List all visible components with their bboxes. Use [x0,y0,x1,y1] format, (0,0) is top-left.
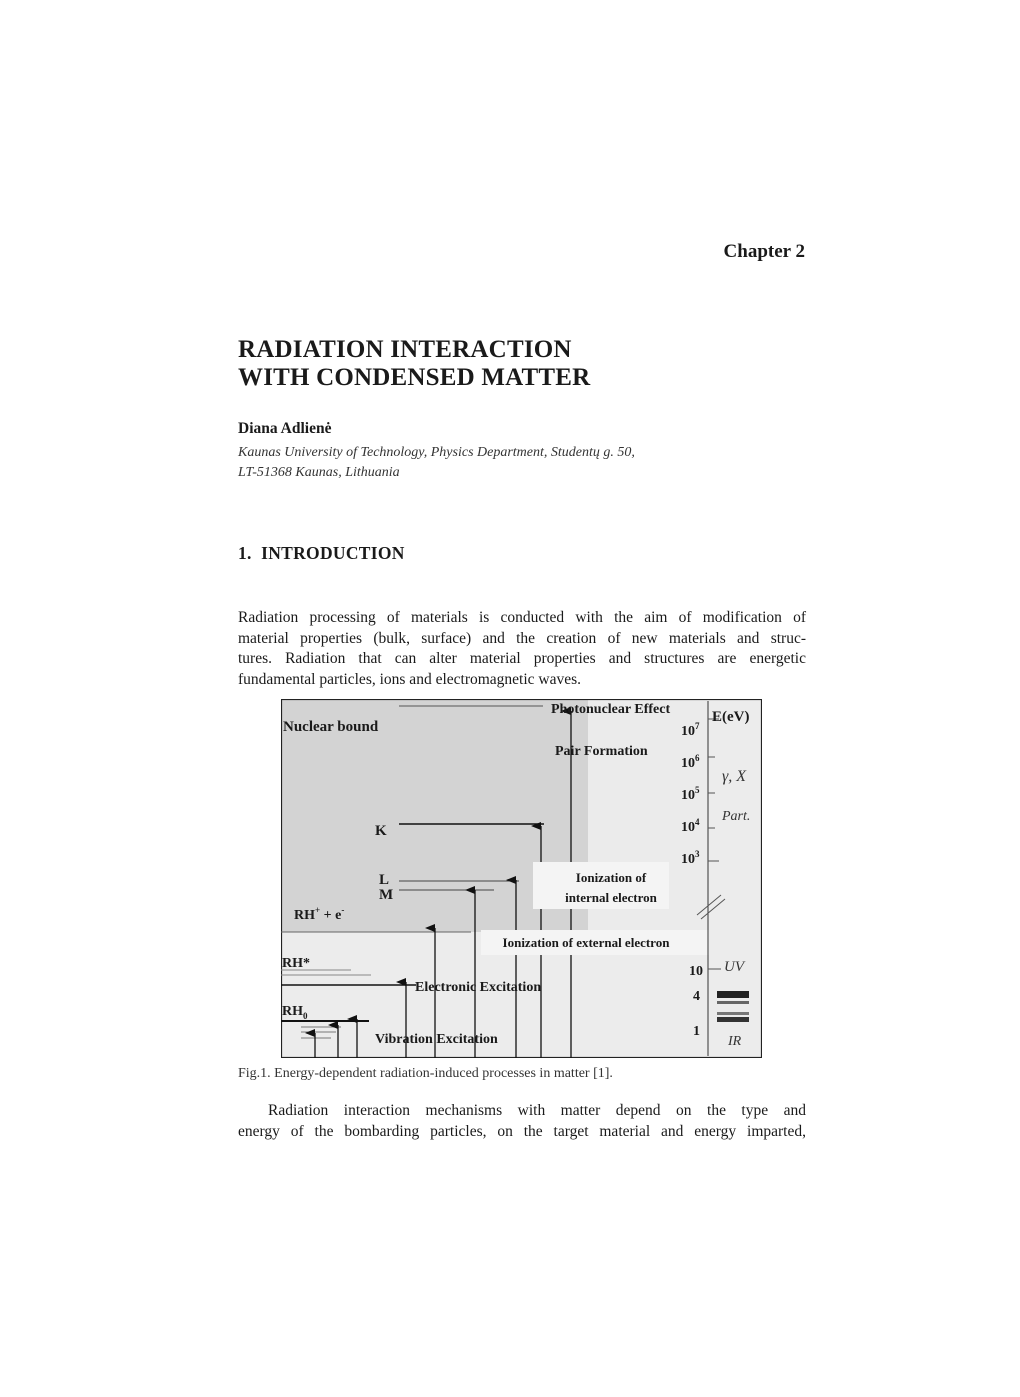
uv-band [717,991,749,998]
particles-label: Part. [722,809,751,824]
tick-1e4: $10^4$ [681,817,700,835]
paragraph-line: tures. Radiation that can alter material properties and structures are energetic [238,650,806,667]
paragraph-line: fundamental particles, ions and electromagnetic waves. [238,670,582,688]
paragraph-line: Radiation interaction mechanisms with matter depend on the type and [268,1102,806,1119]
affiliation-line-2: LT-51368 Kaunas, Lithuania [238,465,400,480]
electronic-excitation-label: Electronic Excitation [415,980,542,995]
internal-ionization-label-1: Ionization of [575,870,647,885]
pair-formation-label: Pair Formation [555,744,648,759]
energy-axis-strip [709,699,762,1058]
affiliation-line-1: Kaunas University of Technology, Physics Department, Studentų g. 50, [238,445,635,460]
photonuclear-label: Photonuclear Effect [551,702,671,717]
internal-ionization-label-2: internal electron [565,890,657,905]
rh-star-label: RH* [282,956,310,971]
l-label: L [379,872,390,888]
ir-label: IR [728,1034,742,1049]
tick-1e7: $10^7$ [681,721,700,739]
intro-paragraph [238,608,806,690]
chapter-title [238,336,590,392]
rh-plus-label: RH+ + e- [294,905,345,923]
energy-axis-label: E(eV) [712,709,750,725]
section-title: INTRODUCTION [261,543,405,563]
paragraph-line: material properties (bulk, surface) and the creation of new materials and struc- [238,629,806,647]
vibration-excitation-label: Vibration Excitation [375,1032,498,1047]
uv-label: UV [724,959,744,975]
section-number: 1. [238,543,252,563]
title-line-2: WITH CONDENSED MATTER [238,364,591,391]
paragraph-line: energy of the bombarding particles, on the target material and energy imparted, [238,1122,806,1140]
tick-1e5: $10^5$ [681,785,700,803]
gamma-x-label: γ, X [722,768,747,785]
section-heading [238,543,405,564]
chapter-label: Chapter 2 [723,241,805,262]
tick-1e6: $10^6$ [681,753,700,771]
tick-1e3: $10^3$ [681,849,700,867]
external-ionization-label: Ionization of external electron [502,935,670,950]
author-name: Diana Adlienė [238,420,332,437]
tick-4: 4 [693,989,700,1004]
tick-10: 10 [689,964,703,979]
figure-caption: Fig.1. Energy-dependent radiation-induced processes in matter [1]. [238,1066,613,1081]
tick-1: 1 [693,1024,700,1039]
author-affiliation [238,443,635,483]
body-paragraph [238,1101,806,1142]
k-label: K [375,823,387,839]
m-label: M [379,887,394,903]
rh0-label: $RH_0$ [282,1004,308,1021]
ir-band [717,1017,749,1022]
energy-process-figure [281,699,762,1058]
nuclear-bound-label: Nuclear bound [283,719,379,735]
title-line-1: RADIATION INTERACTION [238,336,572,363]
paragraph-line: Radiation processing of materials is conducted with the aim of modification of [238,609,806,626]
